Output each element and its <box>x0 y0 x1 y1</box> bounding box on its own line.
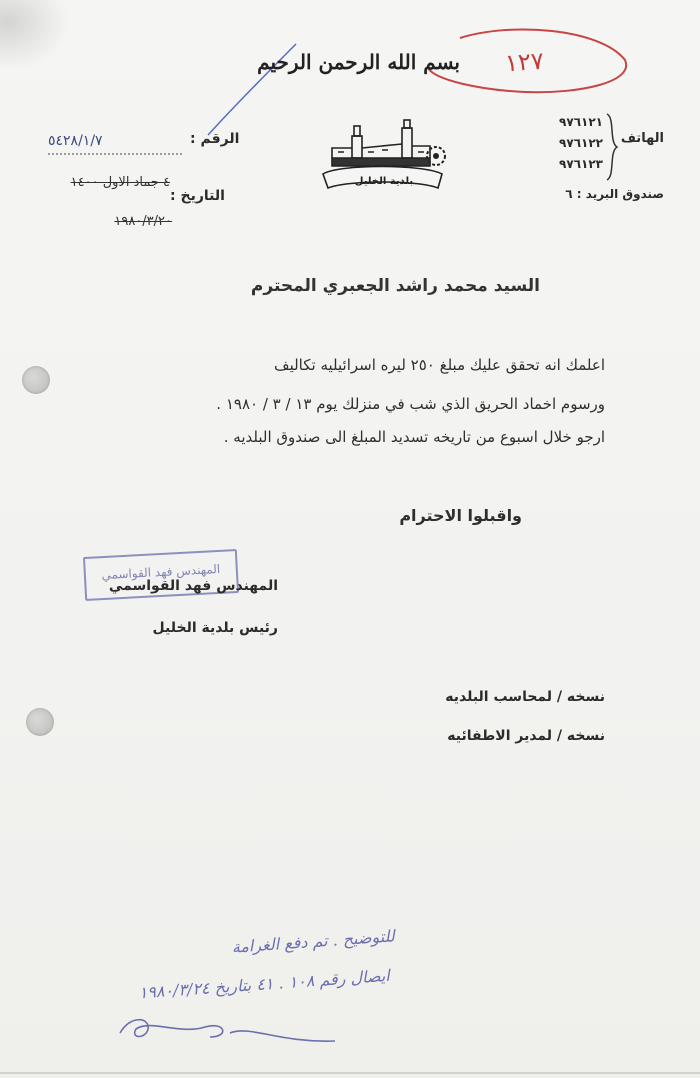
punch-hole-bottom <box>26 708 54 736</box>
phone-number-2: ٩٧٦١٢٢ <box>559 136 603 150</box>
page-edge <box>0 1072 700 1074</box>
handwritten-note-line-2: ايصال رقم ١٠٨ . ٤١ بتاريخ ١٩٨٠/٣/٢٤ <box>138 965 391 1003</box>
date-hijri: ٤ جماد الاول ١٤٠٠ <box>70 175 170 190</box>
closing-line: واقبلوا الاحترام <box>399 506 522 525</box>
handwritten-signature <box>110 1005 350 1055</box>
date-label: التاريخ : <box>170 188 225 204</box>
brace-icon <box>605 112 619 182</box>
reference-number: ٥٤٢٨/١/٧ <box>48 133 103 149</box>
logo-text: بلدية الخليل <box>354 176 414 187</box>
body-line-1: اعلمك انه تحقق عليك مبلغ ٢٥٠ ليره اسرائيليه تكاليف <box>274 356 605 374</box>
handwritten-note-line-1: للتوضيح . تم دفع الغرامة <box>231 926 396 957</box>
po-box: صندوق البريد : ٦ <box>565 187 664 201</box>
stamp-text: المهندس فهد القواسمي <box>101 561 221 583</box>
phone-label: الهاتف <box>620 131 664 146</box>
reference-label: الرقم : <box>190 131 240 147</box>
reference-dotted-line <box>48 152 183 156</box>
basmala: بسم الله الرحمن الرحيم <box>257 50 460 74</box>
corner-shadow <box>0 0 70 70</box>
punch-hole-top <box>22 366 50 394</box>
signatory-title: رئيس بلدية الخليل <box>152 620 278 636</box>
date-gregorian: ١٩٨٠/٣/٢٠ <box>114 214 172 229</box>
addressee: السيد محمد راشد الجعبري المحترم <box>250 276 540 296</box>
body-line-2: ورسوم اخماد الحريق الذي شب في منزلك يوم ١٣ / ٣ / ١٩٨٠ . <box>216 395 605 413</box>
copy-line-2: نسخه / لمدير الاطفائيه <box>447 728 605 744</box>
municipality-logo-icon <box>318 118 450 194</box>
copy-line-1: نسخه / لمحاسب البلديه <box>445 689 605 705</box>
body-line-3: ارجو خلال اسبوع من تاريخه تسديد المبلغ الى صندوق البلديه . <box>223 428 605 446</box>
phone-number-3: ٩٧٦١٢٣ <box>559 157 603 171</box>
signatory-name: المهندس فهد القواسمي <box>108 578 278 594</box>
phone-number-1: ٩٧٦١٢١ <box>559 115 603 129</box>
phone-numbers <box>545 112 603 175</box>
handwritten-number: ١٢٧ <box>504 46 545 78</box>
